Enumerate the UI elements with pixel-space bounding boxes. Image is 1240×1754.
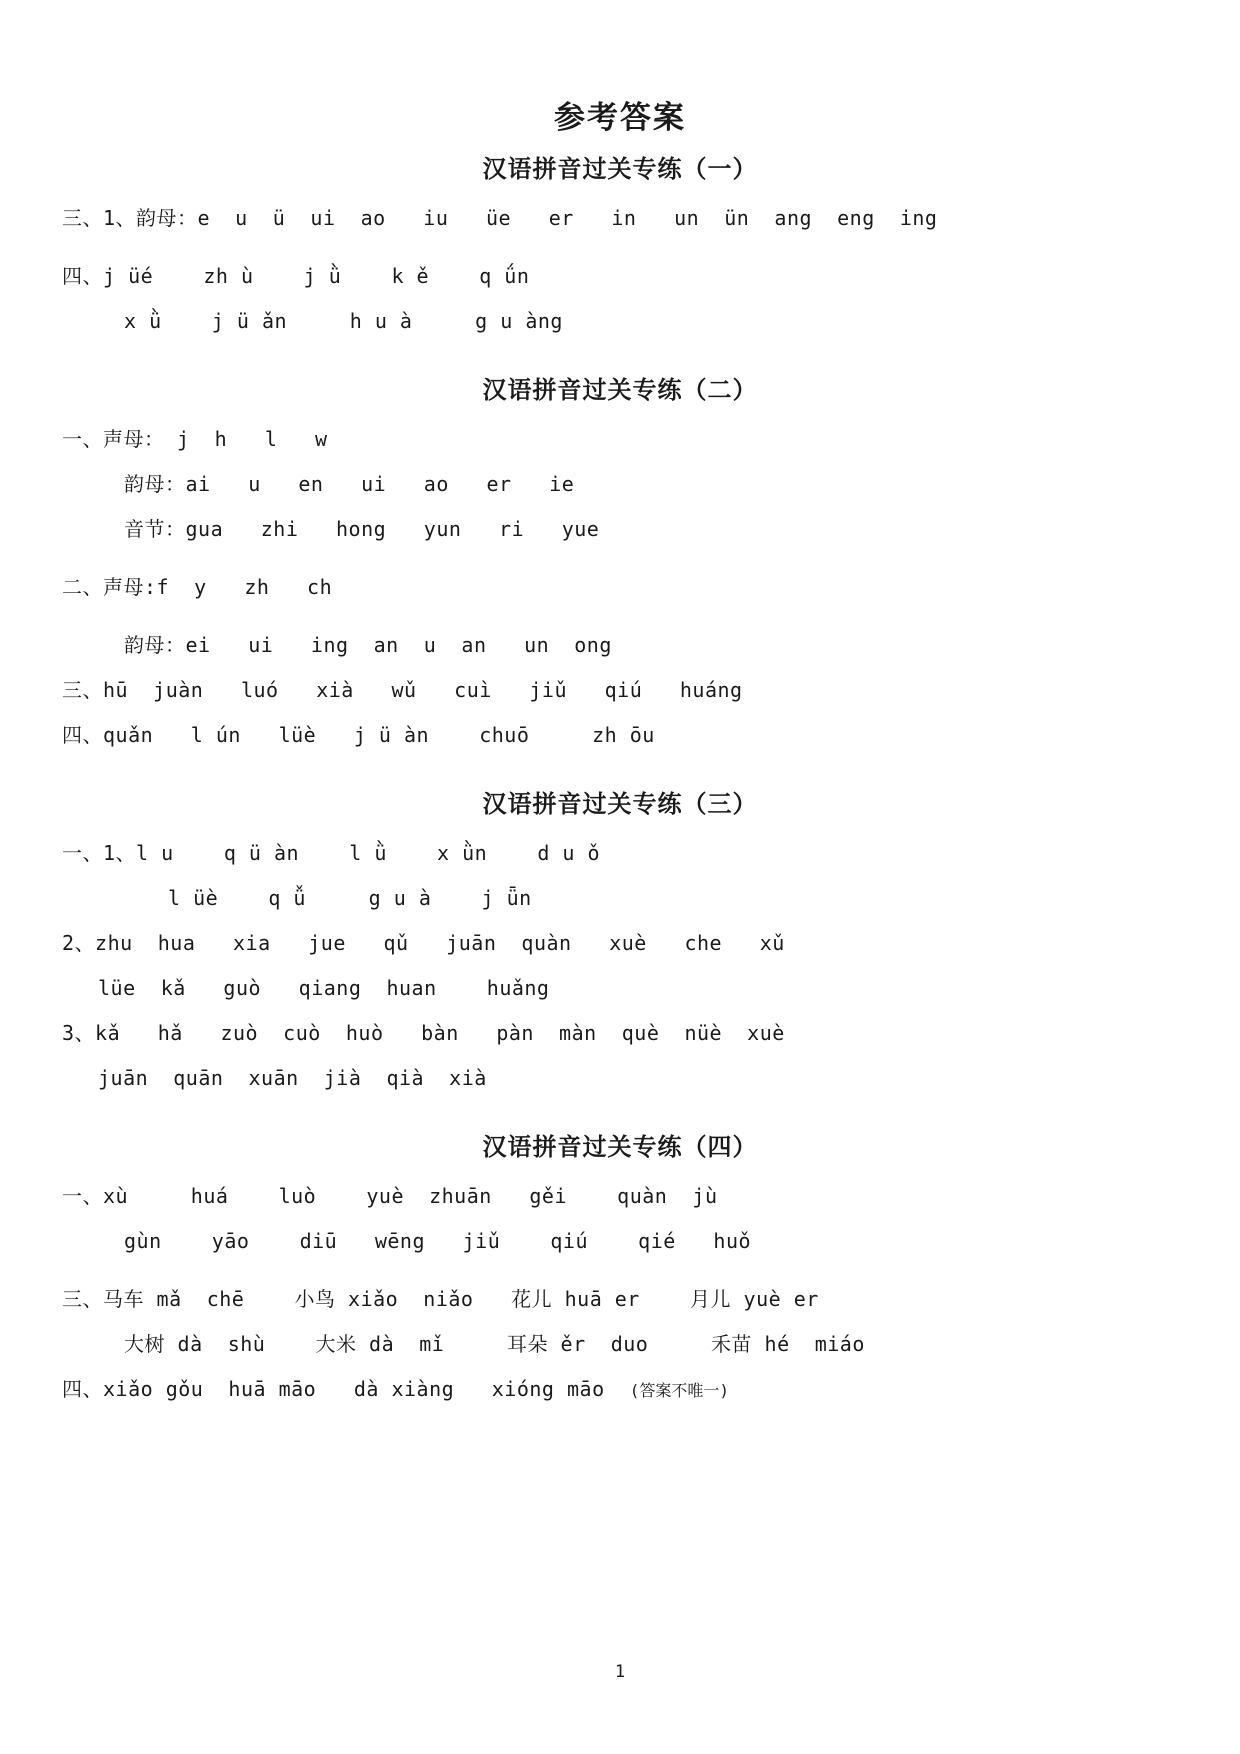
- answer-line-text: 四、xiǎo gǒu huā māo dà xiàng xióng māo: [62, 1377, 630, 1401]
- answer-line: 三、hū juàn luó xià wǔ cuì jiǔ qiú huáng: [62, 678, 743, 702]
- answer-line: 三、马车 mǎ chē 小鸟 xiǎo niǎo 花儿 huā er 月儿 yuè er: [62, 1287, 819, 1311]
- answer-note: (答案不唯一): [629, 1381, 730, 1400]
- answer-line: 一、声母： j h l w: [62, 427, 328, 451]
- answer-line: 三、1、韵母：e u ü ui ao iu üe er in un ün ang eng ing: [62, 206, 938, 230]
- answer-line: 四、j üé zh ù j ǜ k ě q ǘn: [62, 264, 530, 288]
- section-4-content: [0, 1174, 1240, 1413]
- answer-line: 一、1、l u q ü àn l ǜ x ǜn d u ǒ: [62, 841, 601, 865]
- section-3-heading: 汉语拼音过关专练（三）: [482, 791, 758, 818]
- answer-line: 大树 dà shù 大米 dà mǐ 耳朵 ěr duo 禾苗 hé miáo: [124, 1332, 865, 1356]
- answer-line: 韵母：ei ui ing an u an un ong: [124, 633, 612, 657]
- section-2-content: [0, 417, 1240, 758]
- doc-title: 参考答案: [554, 100, 686, 135]
- answer-line: 2、zhu hua xia jue qǔ juān quàn xuè che xǔ: [62, 931, 785, 955]
- answer-line: lüe kǎ guò qiang huan huǎng: [98, 976, 550, 1000]
- answer-line: 3、kǎ hǎ zuò cuò huò bàn pàn màn què nüè xuè: [62, 1021, 785, 1045]
- answer-line: l üè q ǚ g u à j ǖn: [168, 886, 532, 910]
- answer-line: gùn yāo diū wēng jiǔ qiú qié huǒ: [124, 1229, 752, 1253]
- section-1-content: [0, 196, 1240, 344]
- section-1-heading: 汉语拼音过关专练（一）: [482, 156, 758, 183]
- answer-line: 音节：gua zhi hong yun ri yue: [124, 517, 600, 541]
- section-4-heading: 汉语拼音过关专练（四）: [482, 1134, 758, 1161]
- answer-line: 韵母：ai u en ui ao er ie: [124, 472, 575, 496]
- answer-line: 一、xù huá luò yuè zhuān gěi quàn jù: [62, 1184, 718, 1208]
- section-3-content: [0, 831, 1240, 1101]
- answer-line: x ǜ j ü ǎn h u à g u àng: [124, 309, 563, 333]
- section-2-heading: 汉语拼音过关专练（二）: [482, 377, 758, 404]
- answer-line: 二、声母:f y zh ch: [62, 575, 333, 599]
- answer-line: juān quān xuān jià qià xià: [98, 1066, 487, 1090]
- page-number: 1: [614, 1662, 626, 1682]
- answer-line: 四、quǎn l ún lüè j ü àn chuō zh ōu: [62, 723, 655, 747]
- answer-line: [62, 1367, 1185, 1413]
